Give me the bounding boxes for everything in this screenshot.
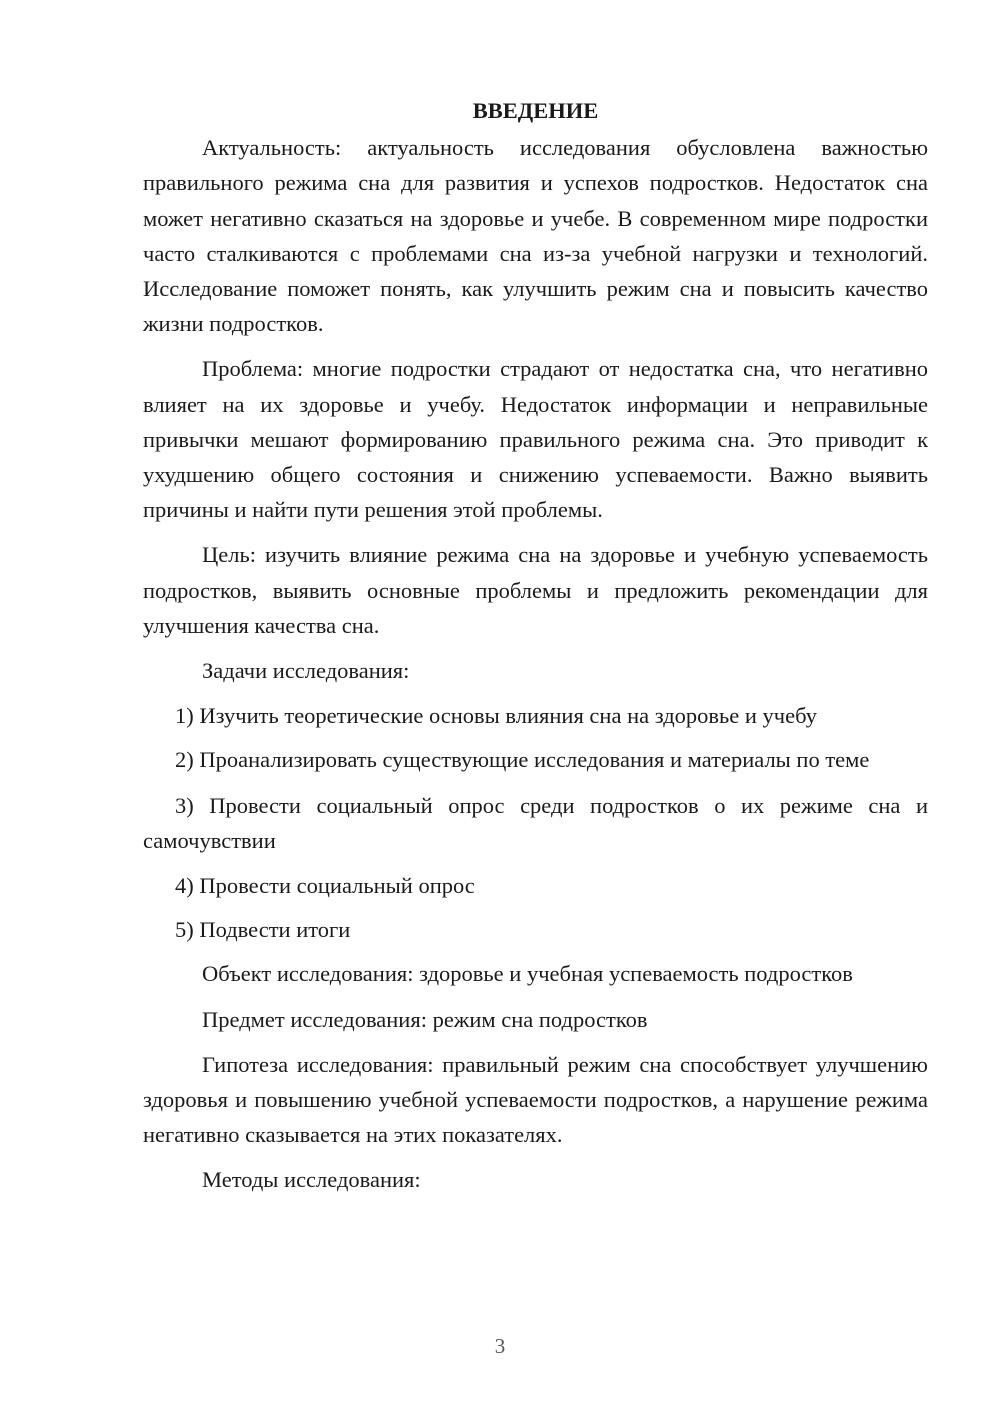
methods-heading: Методы исследования: [202, 1167, 421, 1193]
page-number: 3 [494, 1334, 506, 1358]
goal-paragraph: Цель: изучить влияние режима сна на здоровье и учебную успеваемость подростков, выявить основные проблемы и предложить рекомендации для улучшения качества сна. [143, 542, 928, 638]
task-item-1: 1) Изучить теоретические основы влияния сна на здоровье и учебу [175, 703, 817, 729]
research-subject: Предмет исследования: режим сна подростков [202, 1006, 648, 1032]
task-item-2: 2) Проанализировать существующие исследования и материалы по теме [175, 747, 870, 773]
section-title: ВВЕДЕНИЕ [472, 98, 599, 123]
tasks-heading: Задачи исследования: [202, 658, 410, 684]
hypothesis-paragraph: Гипотеза исследования: правильный режим сна способствует улучшению здоровья и повышению учебной успеваемости подростков, а нарушение режима негативно сказывается на этих показателях. [143, 1051, 928, 1148]
research-object: Объект исследования: здоровье и учебная успеваемость подростков [202, 961, 853, 987]
document-page [143, 93, 928, 1208]
problem-paragraph: Проблема: многие подростки страдают от недостатка сна, что негативно влияет на их здоровье и учебу. Недостаток информации и неправильные привычки мешают формированию правильного режима сна. Это приводит к ухудшению общего состояния и снижению успеваемости. Важно выявить причины и найти пути решения этой проблемы. [143, 356, 928, 523]
task-item-3: 3) Провести социальный опрос среди подростков о их режиме сна и самочувствии [143, 792, 928, 853]
task-item-5: 5) Подвести итоги [175, 917, 351, 943]
relevance-paragraph: Актуальность: актуальность исследования обусловлена важностью правильного режима сна для развития и успехов подростков. Недостаток сна может негативно сказаться на здоровье и учебе. В современном мире подростки часто сталкиваются с проблемами сна из-за учебной нагрузки и технологий. Исследование поможет понять, как улучшить режим сна и повысить качество жизни подростков. [143, 135, 928, 337]
task-item-4: 4) Провести социальный опрос [175, 873, 475, 899]
